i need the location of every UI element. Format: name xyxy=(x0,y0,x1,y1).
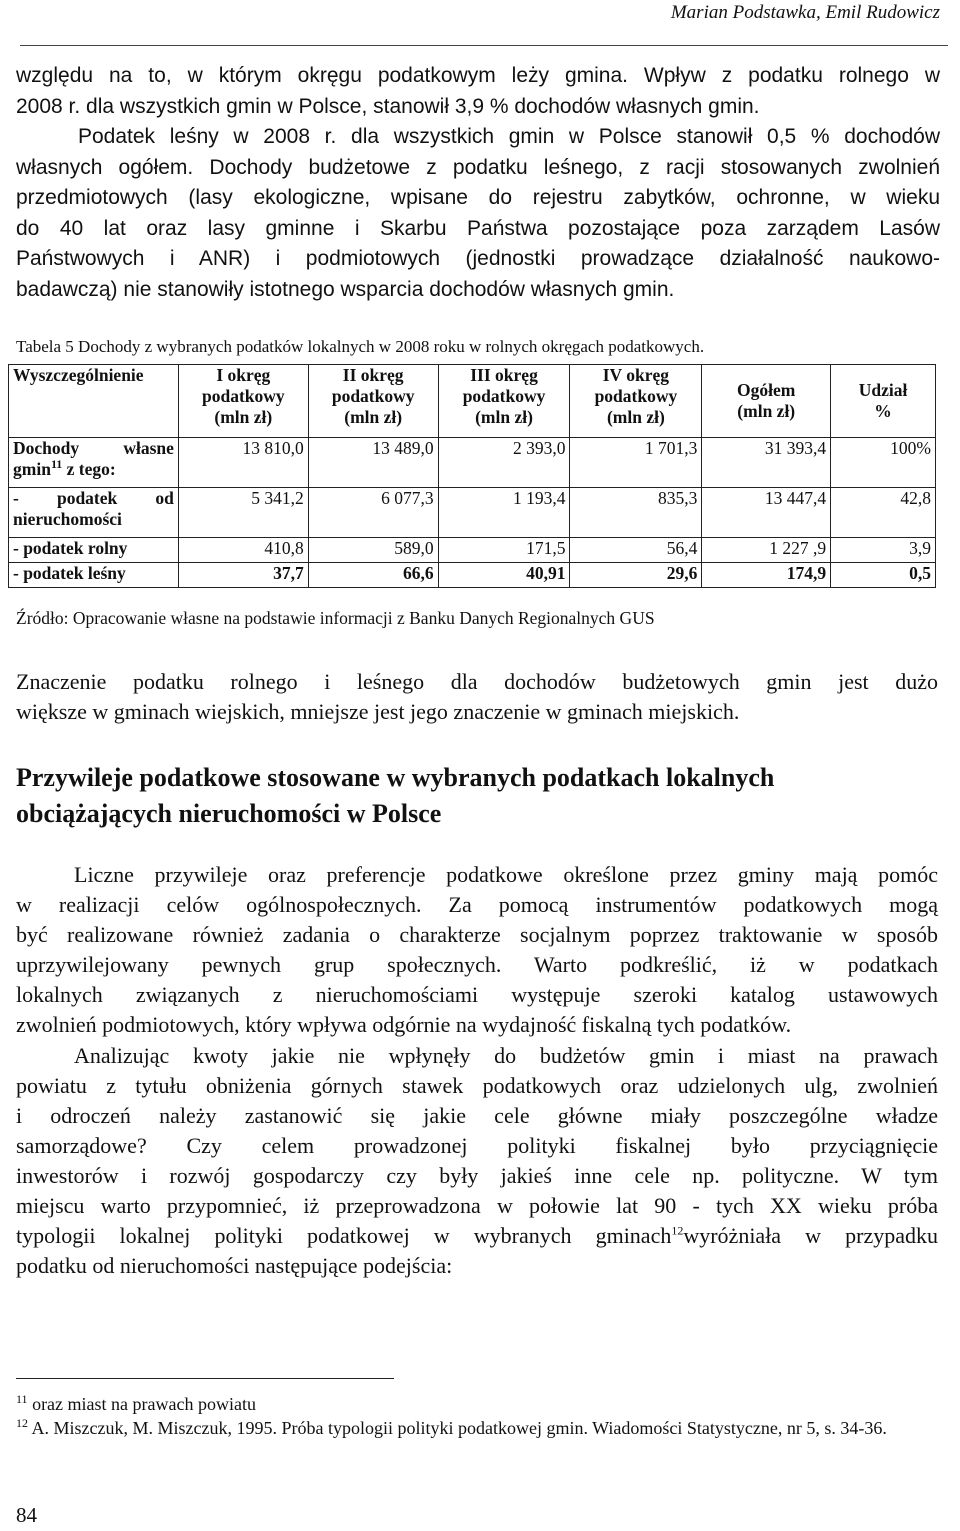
table-cell: 6 077,3 xyxy=(308,488,438,538)
text-line: Analizując kwoty jakie nie wpłynęły do budżetów gmin i miast na prawach xyxy=(74,1043,938,1068)
text-line: w realizacji celów ogólnospołecznych. Za pomocą instrumentów podatkowych mogą xyxy=(16,892,938,917)
text-line: Liczne przywileje oraz preferencje podatkowe określone przez gminy mają pomóc xyxy=(74,862,938,887)
footnotes xyxy=(16,1392,938,1440)
running-header: Marian Podstawka, Emil Rudowicz xyxy=(670,2,940,23)
text-line: większe w gminach wiejskich, mniejsze jest jego znaczenie w gminach miejskich. xyxy=(16,699,740,724)
footnote: $^{11}$ oraz miast na prawach powiatu xyxy=(16,1392,256,1414)
table-cell: 66,6 xyxy=(308,563,438,588)
table-cell: 37,7 xyxy=(178,563,308,588)
table-cell: 1 193,4 xyxy=(438,488,570,538)
text-line: Państwowych i ANR) i podmiotowych (jednostki prowadzące działalność naukowo- xyxy=(16,247,940,270)
text-line: badawczą) nie stanowiły istotnego wsparcia dochodów własnych gmin. xyxy=(16,277,675,301)
paragraph-analysis xyxy=(16,1041,938,1281)
table-cell: 410,8 xyxy=(178,538,308,563)
table-row xyxy=(9,563,936,588)
table-cell: 13 489,0 xyxy=(308,438,438,488)
footnote-divider xyxy=(16,1378,394,1379)
header-cell: III okręg podatkowy (mln zł) xyxy=(438,365,570,438)
header-divider xyxy=(20,45,948,46)
text-line: zwolnień podmiotowych, który wpływa odgórnie na wydajność fiskalną tych podatków. xyxy=(16,1012,792,1037)
table-row xyxy=(9,538,936,563)
table-row xyxy=(9,488,936,538)
footnote: $^{12}$ A. Miszczuk, M. Miszczuk, 1995. Próba typologii polityki podatkowej gmin. Wiadomości Statystyczne, nr 5, s. 34-36. xyxy=(16,1416,887,1438)
text-line: być realizowane również zadania o charakterze socjalnym poprzez traktowanie w sposób xyxy=(16,922,938,947)
text-line: i odroczeń należy zastanowić się jakie cele główne miały poszczególne władze xyxy=(16,1103,938,1128)
text-line: lokalnych związanych z nieruchomościami występuje szeroki katalog ustawowych xyxy=(16,982,938,1007)
text-line: podatku od nieruchomości następujące podejścia: xyxy=(16,1253,453,1278)
table-cell: 29,6 xyxy=(570,563,702,588)
text-line: Znaczenie podatku rolnego i leśnego dla dochodów budżetowych gmin jest dużo xyxy=(16,669,938,694)
text-line: własnych ogółem. Dochody budżetowe z podatku leśnego, z racji stosowanych zwolnień xyxy=(16,155,940,179)
header-cell: Wyszczególnienie xyxy=(9,365,179,438)
text-line: Podatek leśny w 2008 r. dla wszystkich gmin w Polsce stanowił 0,5 % dochodów xyxy=(78,125,940,148)
text-line: samorządowe? Czy celem prowadzonej polityki fiskalnej było przyciągnięcie xyxy=(16,1133,938,1158)
row-label: - podatek rolny xyxy=(9,538,179,563)
table-cell: 40,91 xyxy=(438,563,570,588)
heading-line: Przywileje podatkowe stosowane w wybranych podatkach lokalnych xyxy=(16,763,775,792)
table-cell: 100% xyxy=(831,438,936,488)
text-line: powiatu z tytułu obniżenia górnych stawek podatkowych oraz udzielonych ulg, zwolnień xyxy=(16,1073,938,1098)
paragraph-significance xyxy=(16,667,938,727)
row-label: - podatek od nieruchomości xyxy=(9,488,179,538)
table-cell: 589,0 xyxy=(308,538,438,563)
header-cell: I okręg podatkowy (mln zł) xyxy=(178,365,308,438)
text-line: inwestorów i rozwój gospodarczy czy były jakieś inne cele np. polityczne. W tym xyxy=(16,1163,938,1188)
table-cell: 31 393,4 xyxy=(702,438,831,488)
page-number: 84 xyxy=(16,1503,37,1527)
paragraph-privileges xyxy=(16,860,938,1040)
table-row xyxy=(9,438,936,488)
text-line: miejscu warto przypomnieć, iż przeprowadzona w połowie lat 90 - tych XX wieku próba xyxy=(16,1193,938,1218)
table-header-row xyxy=(9,365,936,438)
header-cell: IV okręg podatkowy (mln zł) xyxy=(570,365,702,438)
table-cell: 42,8 xyxy=(831,488,936,538)
table-cell: 13 447,4 xyxy=(702,488,831,538)
text-line: przedmiotowych (lasy ekologiczne, wpisane do rejestru zabytków, ochronne, w wieku xyxy=(16,186,940,209)
header-cell: II okręg podatkowy (mln zł) xyxy=(308,365,438,438)
text-line: względu na to, w którym okręgu podatkowym leży gmina. Wpływ z podatku rolnego w xyxy=(16,64,940,87)
text-line: 2008 r. dla wszystkich gmin w Polsce, stanowił 3,9 % dochodów własnych gmin. xyxy=(16,94,760,118)
text-line: do 40 lat oraz lasy gminne i Skarbu Państwa pozostające poza zarządem Lasów xyxy=(16,216,940,240)
table-cell: 171,5 xyxy=(438,538,570,563)
table-cell: 835,3 xyxy=(570,488,702,538)
header-cell: Udział % xyxy=(831,365,936,438)
paragraph-intro xyxy=(16,61,940,305)
table-cell: 13 810,0 xyxy=(178,438,308,488)
table-cell: 56,4 xyxy=(570,538,702,563)
income-table xyxy=(8,364,936,588)
table-cell: 3,9 xyxy=(831,538,936,563)
heading-line: obciążających nieruchomości w Polsce xyxy=(16,799,442,828)
table-cell: 2 393,0 xyxy=(438,438,570,488)
table-caption: Tabela 5 Dochody z wybranych podatków lokalnych w 2008 roku w rolnych okręgach podatkowych. xyxy=(16,337,705,356)
section-heading xyxy=(16,760,946,832)
row-label: - podatek leśny xyxy=(9,563,179,588)
table-cell: 0,5 xyxy=(831,563,936,588)
table-cell: 174,9 xyxy=(702,563,831,588)
footnote-ref: 12 xyxy=(671,1223,684,1238)
header-cell: Ogółem (mln zł) xyxy=(702,365,831,438)
table-cell: 5 341,2 xyxy=(178,488,308,538)
table-source: Źródło: Opracowanie własne na podstawie informacji z Banku Danych Regionalnych GUS xyxy=(16,608,655,628)
table-cell: 1 701,3 xyxy=(570,438,702,488)
text-line: typologii lokalnej polityki podatkowej w wybranych gminach$^{12}$wyróżniała w przypadku xyxy=(16,1223,938,1248)
row-label: Dochody własne gmin$^{11}$ z tego: xyxy=(9,438,179,488)
table-cell: 1 227 ,9 xyxy=(702,538,831,563)
text-line: uprzywilejowany pewnych grup społecznych. Warto podkreślić, iż w podatkach xyxy=(16,952,938,977)
